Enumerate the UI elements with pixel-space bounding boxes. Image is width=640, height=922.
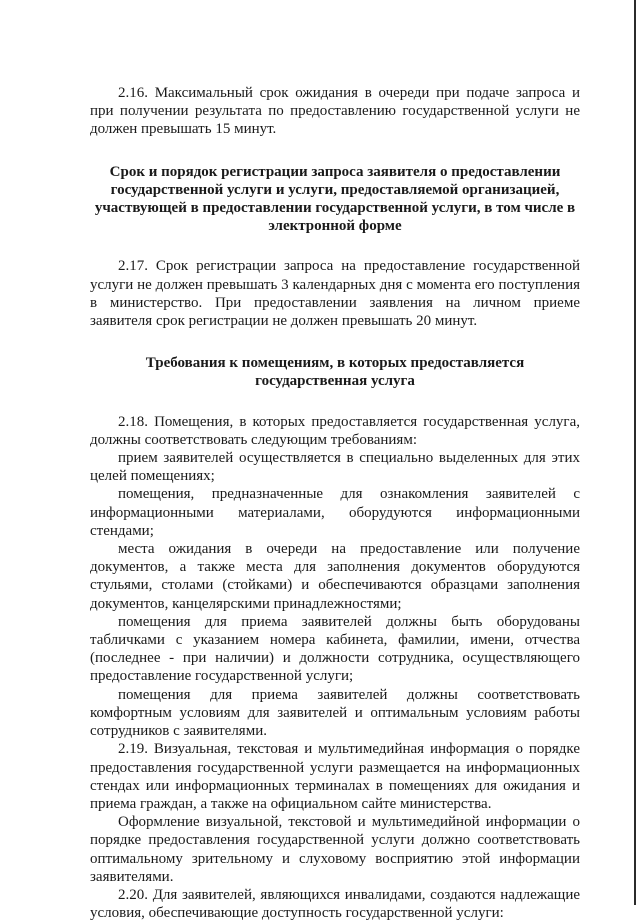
paragraph-info-design: Оформление визуальной, текстовой и мультимедийной информации о порядке предоставления государственной услуги должно соответствовать оптимальному зрительному и слуховому восприятию этой информации заявителями. [90,814,580,885]
spacer [90,391,580,413]
paragraph-office-signs: помещения для приема заявителей должны быть оборудованы табличками с указанием номера кабинета, фамилии, имени, отчества (последнее - при наличии) и должности сотрудника, осуществляющего предоставление государственной услуги; [90,613,580,685]
paragraph-info-stands: помещения, предназначенные для ознакомления заявителей с информационными материалами, оборудуются информационными стендами; [90,486,580,539]
paragraph-2-20: 2.20. Для заявителей, являющихся инвалидами, создаются надлежащие условия, обеспечивающие доступность государственной услуги: [90,886,580,922]
scan-edge-line [634,0,636,905]
paragraph-2-17: 2.17. Срок регистрации запроса на предоставление государственной услуги не должен превышать 3 календарных дня с момента его поступления в министерство. При предоставлении заявления на личном приеме заявителя срок регистрации не должен превышать 20 минут. [90,258,580,330]
paragraph-2-19: 2.19. Визуальная, текстовая и мультимедийная информация о порядке предоставления государственной услуги размещается на информационных стендах или информационных терминалах в помещениях для ожидания и приема граждан, а также на официальном сайте министерства. [90,741,580,812]
spacer [90,235,580,257]
paragraph-comfort: помещения для приема заявителей должны соответствовать комфортным условиям для заявителей и оптимальным условиям работы сотрудников с заявителями. [90,686,580,740]
spacer [90,330,580,354]
paragraph-2-18: 2.18. Помещения, в которых предоставляется государственная услуга, должны соответствовать следующим требованиям: [90,413,580,448]
paragraph-waiting-places: места ожидания в очереди на предоставление или получение документов, а также места для заполнения документов оборудуются стульями, столами (стойками) и обеспечиваются образцами заполнения документов, канцелярскими принадлежностями; [90,541,580,612]
paragraph-2-16: 2.16. Максимальный срок ожидания в очереди при подаче запроса и при получении результата по предоставлению государственной услуги не должен превышать 15 минут. [90,85,580,138]
spacer [90,139,580,163]
heading-premises: Требования к помещениям, в которых предоставляется государственная услуга [145,355,525,390]
paragraph-reception: прием заявителей осуществляется в специально выделенных для этих целей помещениях; [90,450,580,485]
document-body [90,84,580,922]
heading-registration: Срок и порядок регистрации запроса заявителя о предоставлении государственной услуги и услуги, предоставляемой организацией, участвующей в предоставлении государственной услуги, в том числе в электронной форме [94,163,576,235]
